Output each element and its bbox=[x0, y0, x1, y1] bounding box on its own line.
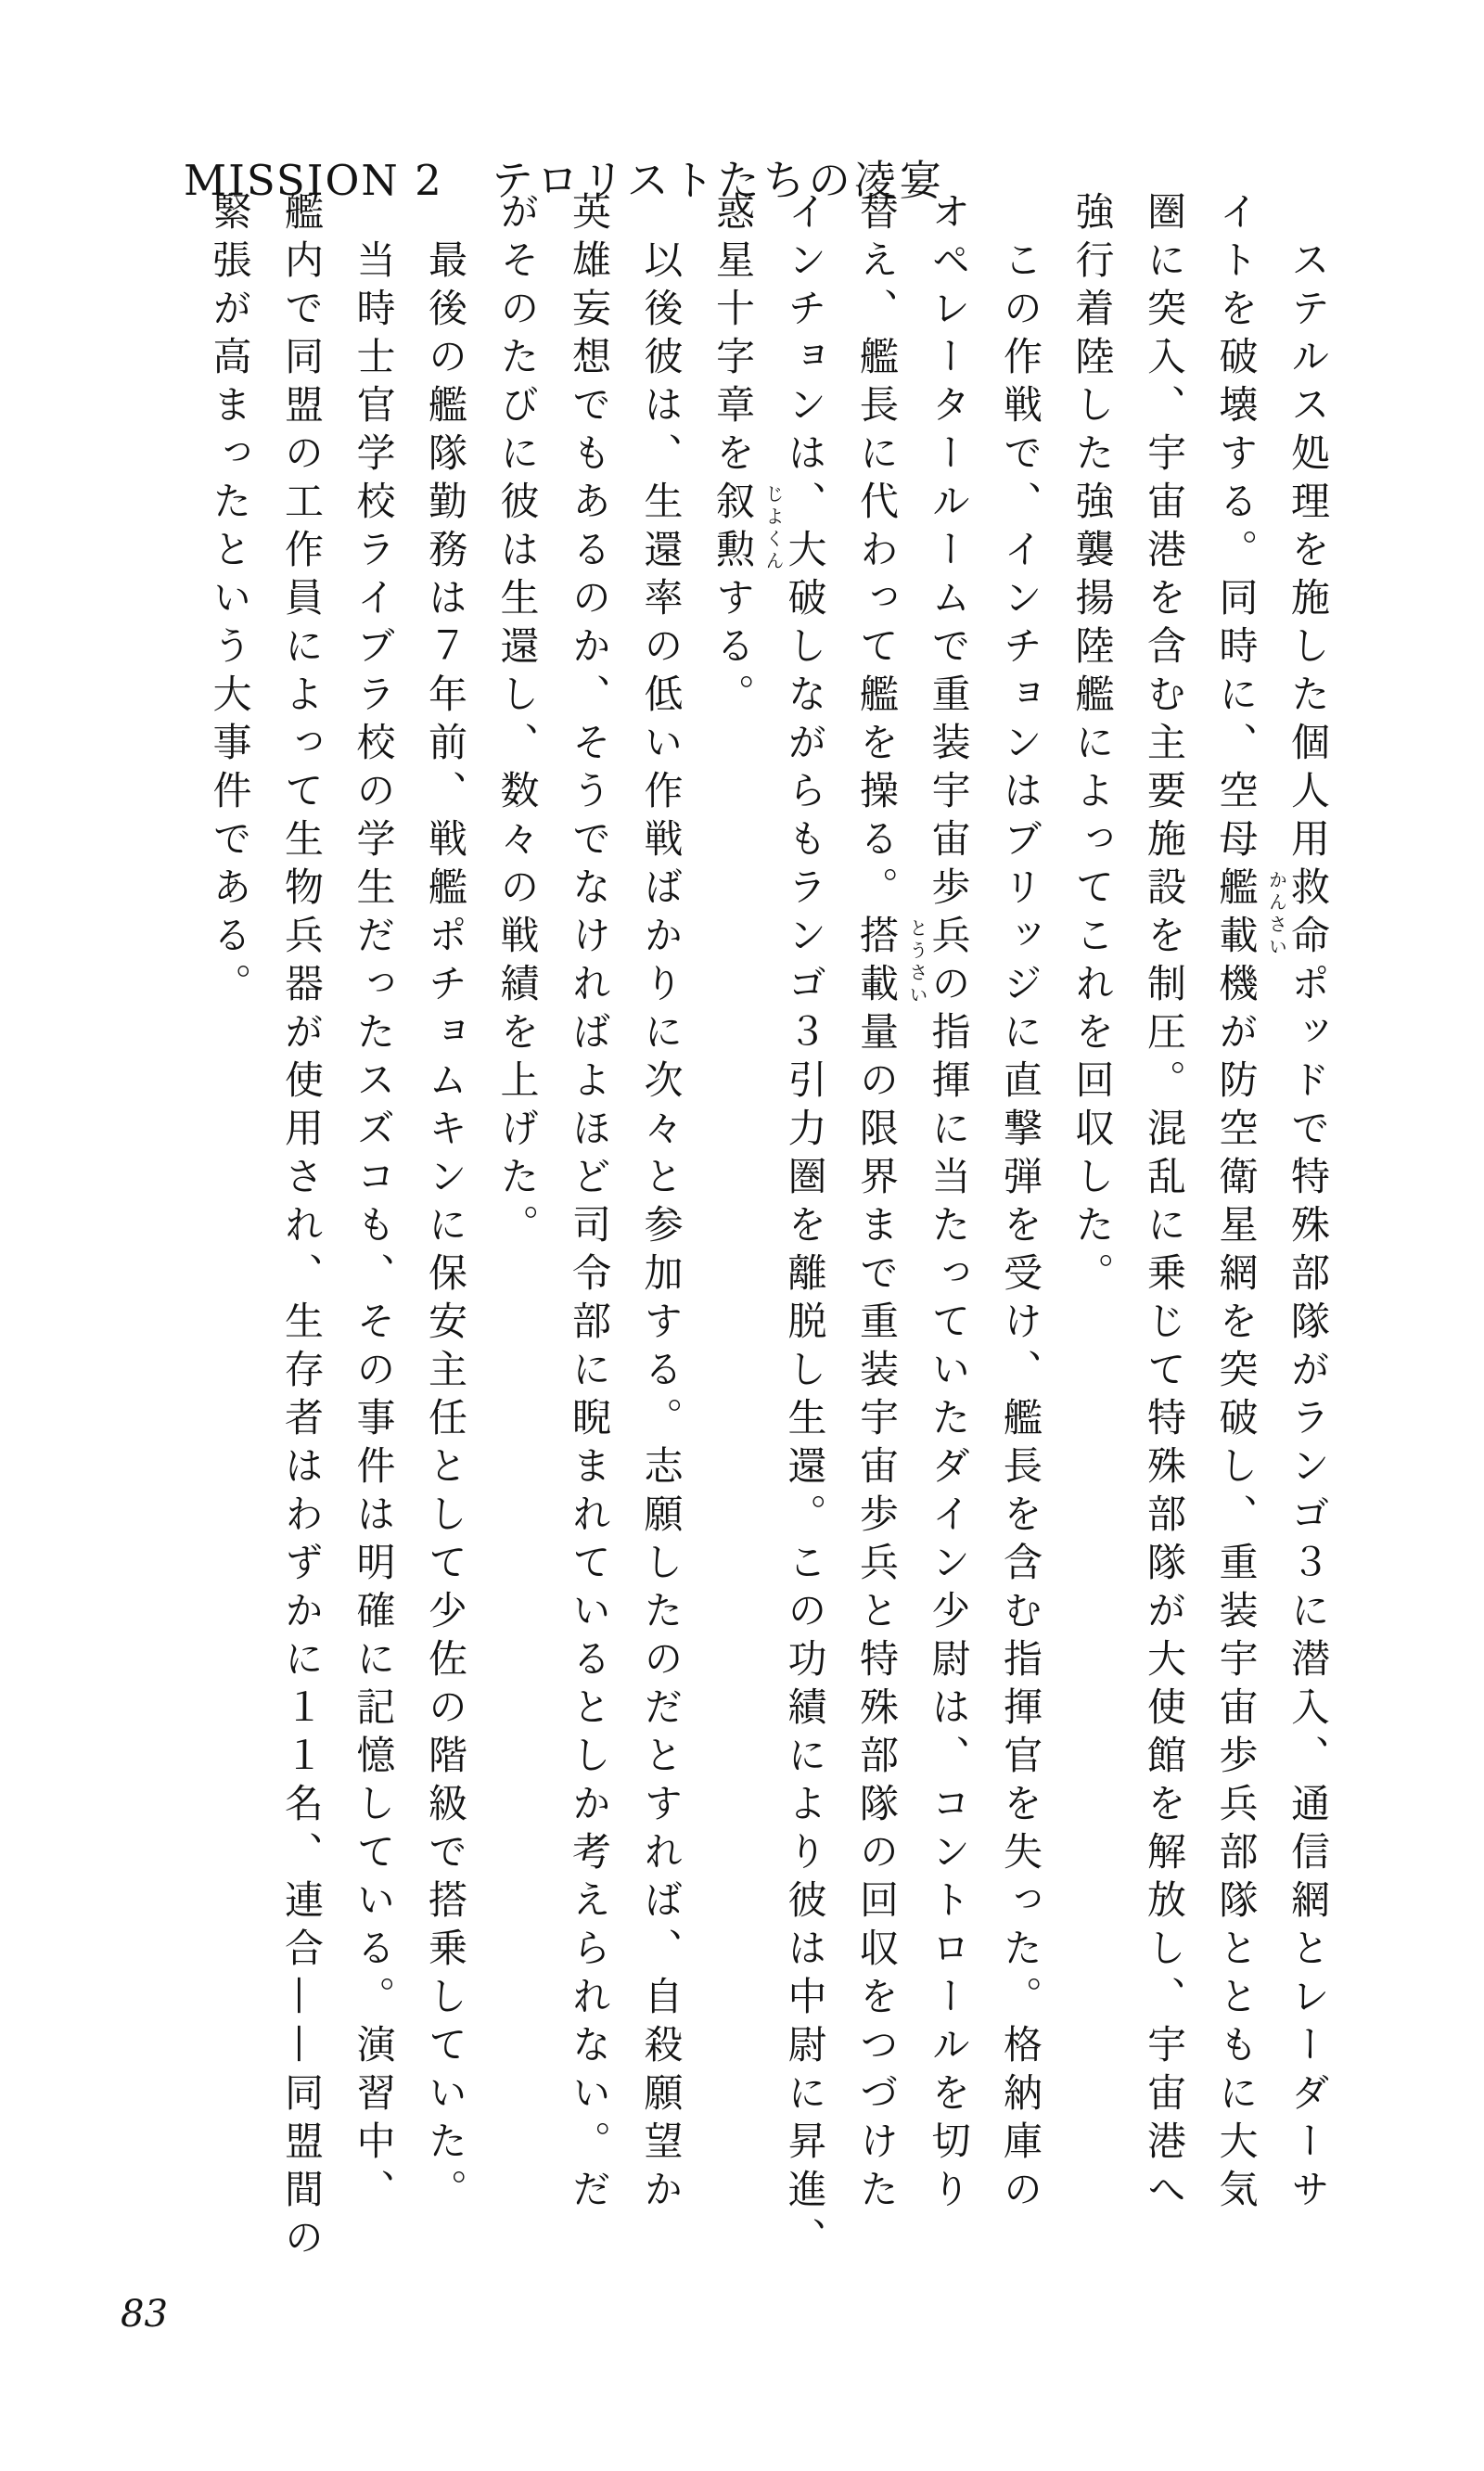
chapter-title: テロリストたちの凌宴 bbox=[491, 156, 945, 205]
furigana-annotated-text: 叙勲 じよくん bbox=[710, 480, 785, 577]
text-column: がそのたびに彼は生還し、数々の戦績を上げた。 bbox=[494, 191, 541, 1252]
text-column: 艦内で同盟の工作員によって生物兵器が使用され、生存者はわずかに１１名、連合——同盟間の bbox=[279, 191, 325, 2265]
text-column: 最後の艦隊勤務は７年前、戦艦ポチョムキンに保安主任として少佐の階級で搭乗していた。 bbox=[423, 239, 468, 2217]
text-column: 緊張が高まったという大事件である。 bbox=[207, 191, 253, 1011]
text-column: インチョンは、大破しながらもランゴ３引力圏を離脱し生還。この功績により彼は中尉に昇進、 bbox=[782, 191, 828, 2265]
furigana-annotated-text: 搭載 とうさい bbox=[854, 915, 928, 1011]
text-column: 英雄妄想でもあるのか、そうでなければよほど司令部に睨まれているとしか考えられない。だ bbox=[567, 191, 612, 2217]
page-number: 83 bbox=[121, 2293, 168, 2336]
body-text bbox=[194, 191, 1344, 2269]
text-column: この作戦で、インチョンはブリッジに直撃弾を受け、艦長を含む指揮官を失った。格納庫の bbox=[998, 239, 1043, 2217]
mission-label: MISSION 2 bbox=[184, 156, 443, 205]
furigana-annotated-text: 艦載 かんさい bbox=[1213, 866, 1288, 963]
text-column: 当時士官学校ライブラ校の学生だったスズコも、その事件は明確に記憶している。演習中、 bbox=[351, 239, 397, 2217]
text-column: イトを破壊する。同時に、空母艦載 かんさい 機が防空衛星網を突破し、重装宇宙歩兵部隊とともに大気 bbox=[1213, 191, 1288, 2217]
text-column: 惑星十字章を叙勲 じよくん する。 bbox=[710, 191, 785, 722]
text-column: 強行着陸した強襲揚陸艦によってこれを回収した。 bbox=[1069, 191, 1116, 1300]
text-column: 以後彼は、生還率の低い作戦ばかりに次々と参加する。志願したのだとすれば、自殺願望か bbox=[638, 239, 684, 2217]
text-column: ステルス処理を施した個人用救命ポッドで特殊部隊がランゴ３に潜入、通信網とレーダーサ bbox=[1286, 239, 1331, 2217]
text-column: オペレータールームで重装宇宙歩兵の指揮に当たっていたダイン少尉は、コントロールを切り bbox=[926, 191, 972, 2217]
text-column: 圏に突入、宇宙港を含む主要施設を制圧。混乱に乗じて特殊部隊が大使館を解放し、宇宙港へ bbox=[1142, 191, 1187, 2217]
text-column: 替え、艦長に代わって艦を操る。搭載 とうさい 量の限界まで重装宇宙歩兵と特殊部隊の回収をつづけた bbox=[854, 191, 928, 2217]
